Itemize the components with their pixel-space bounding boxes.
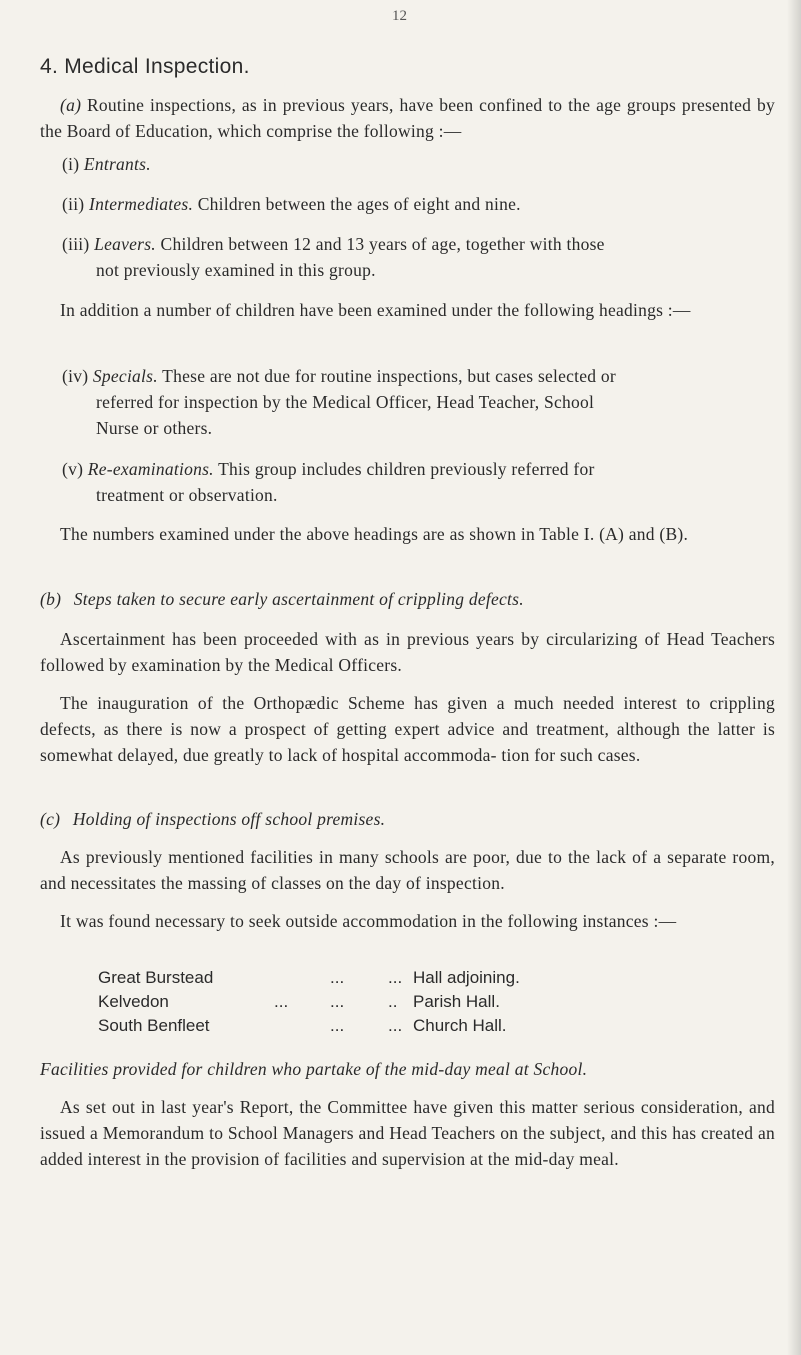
group-title: Specials.: [92, 366, 158, 386]
group-desc-continued: Nurse or others.: [96, 418, 213, 438]
group-item-intermediates: [62, 191, 775, 217]
leader-dots: ...: [330, 1016, 345, 1035]
numbers-paragraph: The numbers examined under the above headings are as shown in Table I. (A) and (B).: [60, 524, 689, 544]
leader-dots: ...: [388, 968, 403, 987]
group-desc-continued: treatment or observation.: [96, 485, 278, 505]
leader-dots: ...: [330, 968, 345, 987]
section-b-title: Steps taken to secure early ascertainment of crippling defects.: [73, 589, 524, 609]
group-num: (i): [62, 154, 80, 174]
leader-dots: ...: [388, 1016, 403, 1035]
group-num: (ii): [62, 194, 85, 214]
group-item-leavers: [62, 231, 775, 257]
leader-dots: ...: [330, 992, 345, 1011]
page-edge-shadow: [787, 0, 801, 1355]
group-item-specials: [62, 363, 775, 389]
location-venue: Parish Hall.: [413, 992, 500, 1011]
group-desc: Children between the ages of eight and nine.: [197, 194, 521, 214]
group-desc-continued: not previously examined in this group.: [96, 260, 376, 280]
page-number: 12: [392, 8, 407, 24]
group-desc: This group includes children previously referred for: [218, 459, 595, 479]
group-item-entrants: [62, 151, 775, 177]
section-a-text: Routine inspections, as in previous years, have been confined to the age groups presented by the Board of Education, which comprise the following :—: [40, 95, 776, 141]
location-place: Great Burstead: [98, 968, 214, 987]
group-title: Entrants.: [83, 154, 151, 174]
section-c-label: (c): [40, 809, 61, 829]
group-num: (iii): [62, 234, 90, 254]
section-b-paragraph-2: The inauguration of the Orthopædic Scheme has given a much needed interest to crippling defects, as there is now a prospect of getting expert advice and treatment, although the latter is somewhat delayed, due greatly to lack of hospital accommoda- tion for such cases.: [40, 693, 775, 765]
group-desc-continued: referred for inspection by the Medical Officer, Head Teacher, School: [96, 392, 595, 412]
section-c-heading: [40, 806, 775, 832]
section-b-label: (b): [40, 589, 62, 609]
location-row: [98, 1016, 718, 1038]
group-title: Re-examinations.: [87, 459, 214, 479]
addition-paragraph: In addition a number of children have been examined under the following headings :—: [60, 300, 691, 320]
location-row: [98, 968, 718, 990]
location-place: South Benfleet: [98, 1016, 210, 1035]
group-desc: Children between 12 and 13 years of age, together with those: [160, 234, 605, 254]
group-item-re-examinations: [62, 456, 775, 482]
group-num: (iv): [62, 366, 89, 386]
group-title: Leavers.: [94, 234, 156, 254]
group-desc: These are not due for routine inspections, but cases selected or: [162, 366, 617, 386]
leader-dots: ..: [388, 992, 398, 1011]
location-venue: Hall adjoining.: [413, 968, 520, 987]
section-heading: 4. Medical Inspection.: [40, 55, 250, 78]
location-row: [98, 992, 718, 1014]
group-num: (v): [62, 459, 84, 479]
section-b-paragraph-1: Ascertainment has been proceeded with as in previous years by circularizing of Head Teachers followed by examination by the Medical Officers.: [40, 629, 775, 675]
group-title: Intermediates.: [89, 194, 194, 214]
section-c-paragraph-1: As previously mentioned facilities in many schools are poor, due to the lack of a separate room, and necessitates the massing of classes on the day of inspection.: [40, 847, 775, 893]
facilities-paragraph: As set out in last year's Report, the Committee have given this matter serious consideration, and issued a Memorandum to School Managers and Head Teachers on the subject, and this has created an added interest in the provision of facilities and supervision at the mid-day meal.: [40, 1097, 775, 1169]
section-c-paragraph-2: It was found necessary to seek outside accommodation in the following instances :—: [60, 911, 677, 931]
section-a-label: (a): [60, 95, 82, 115]
location-place: Kelvedon: [98, 992, 169, 1011]
leader-dots: ...: [274, 992, 289, 1011]
facilities-heading: Facilities provided for children who partake of the mid-day meal at School.: [40, 1059, 588, 1079]
section-c-title: Holding of inspections off school premises.: [72, 809, 386, 829]
location-venue: Church Hall.: [413, 1016, 507, 1035]
section-b-heading: [40, 586, 775, 612]
section-a-paragraph: [40, 92, 775, 144]
